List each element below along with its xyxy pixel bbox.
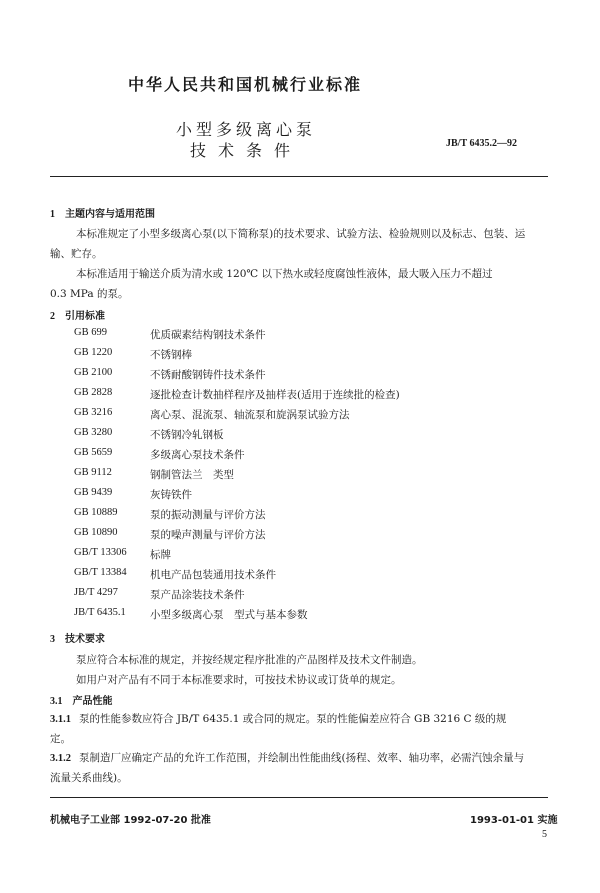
ref-code: GB 699 <box>74 327 107 338</box>
ref-title: 钢制管法兰 类型 <box>150 469 234 481</box>
ref-title: 不锈钢冷轧钢板 <box>150 429 224 441</box>
paragraph: 0.3 MPa 的泵。 <box>50 288 129 300</box>
ref-title: 离心泵、混流泵、轴流泵和旋涡泵试验方法 <box>150 409 350 421</box>
standard-code: JB/T 6435.2—92 <box>446 138 517 149</box>
clause-3-1-1 <box>50 711 506 726</box>
ref-code: GB 10889 <box>74 507 118 518</box>
ref-title: 小型多级离心泵 型式与基本参数 <box>150 609 308 621</box>
ref-title: 逐批检查计数抽样程序及抽样表(适用于连续批的检查) <box>150 389 400 401</box>
doc-title-line1: 小型多级离心泵 <box>176 120 317 139</box>
ref-title: 不锈钢棒 <box>150 349 192 361</box>
org-title: 中华人民共和国机械行业标准 <box>128 75 363 94</box>
clause-number: 3.1.2 <box>50 753 71 764</box>
ref-code: GB/T 13306 <box>74 547 127 558</box>
ref-code: GB/T 13384 <box>74 567 127 578</box>
clause-text: 泵的性能参数应符合 JB/T 6435.1 或合同的规定。泵的性能偏差应符合 GB 3216 C 级的规 <box>79 713 507 725</box>
paragraph: 本标准适用于输送介质为清水或 120℃ 以下热水或轻度腐蚀性液体，最大吸入压力不超过 <box>76 268 493 280</box>
clause-3-1-2 <box>50 750 524 765</box>
ref-code: GB 3280 <box>74 427 113 438</box>
ref-code: JB/T 6435.1 <box>74 607 126 618</box>
ref-code: GB 2828 <box>74 387 113 398</box>
ref-title: 标牌 <box>150 549 171 561</box>
section-number: 3 <box>50 634 55 645</box>
ref-code: GB 5659 <box>74 447 113 458</box>
section-3-heading <box>50 630 105 645</box>
ref-title: 泵产品涂装技术条件 <box>150 589 245 601</box>
clause-text: 泵制造厂应确定产品的允许工作范围，并绘制出性能曲线(扬程、效率、轴功率，必需汽蚀余量与 <box>79 752 525 764</box>
ref-code: GB 2100 <box>74 367 113 378</box>
ref-code: GB 9112 <box>74 467 112 478</box>
footer-divider <box>50 797 548 798</box>
paragraph: 输、贮存。 <box>50 248 103 260</box>
ref-title: 机电产品包装通用技术条件 <box>150 569 276 581</box>
doc-title-line2: 技术条件 <box>190 141 303 160</box>
header-divider <box>50 176 548 177</box>
ref-code: JB/T 4297 <box>74 587 118 598</box>
paragraph: 如用户对产品有不同于本标准要求时，可按技术协议或订货单的规定。 <box>76 674 402 686</box>
ref-title: 泵的振动测量与评价方法 <box>150 509 266 521</box>
section-1-heading <box>50 205 155 220</box>
clause-number: 3.1.1 <box>50 714 71 725</box>
section-number: 1 <box>50 209 55 220</box>
ref-title: 泵的噪声测量与评价方法 <box>150 529 266 541</box>
paragraph: 泵应符合本标准的规定，并按经规定程序批准的产品图样及技术文件制造。 <box>76 654 423 666</box>
section-title: 主题内容与适用范围 <box>65 209 155 220</box>
ref-code: GB 1220 <box>74 347 113 358</box>
clause-continuation: 定。 <box>50 733 71 745</box>
section-2-heading <box>50 307 105 322</box>
ref-code: GB 3216 <box>74 407 113 418</box>
paragraph: 本标准规定了小型多级离心泵(以下简称泵)的技术要求、试验方法、检验规则以及标志、包装、运 <box>76 228 526 240</box>
ref-title: 灰铸铁件 <box>150 489 192 501</box>
section-number: 2 <box>50 311 55 322</box>
subsection-number: 3.1 <box>50 696 63 707</box>
ref-code: GB 10890 <box>74 527 118 538</box>
section-title: 技术要求 <box>65 634 105 645</box>
ref-title: 不锈耐酸钢铸件技术条件 <box>150 369 266 381</box>
implementation-date: 1993-01-01 实施 <box>470 815 558 826</box>
approval-line: 机械电子工业部 1992-07-20 批准 <box>50 815 211 826</box>
ref-title: 优质碳素结构钢技术条件 <box>150 329 266 341</box>
subsection-3-1-heading <box>50 692 113 707</box>
clause-continuation: 流量关系曲线)。 <box>50 772 128 784</box>
subsection-title: 产品性能 <box>72 696 113 707</box>
page-number: 5 <box>542 829 547 840</box>
section-title: 引用标准 <box>65 311 105 322</box>
ref-title: 多级离心泵技术条件 <box>150 449 245 461</box>
ref-code: GB 9439 <box>74 487 113 498</box>
